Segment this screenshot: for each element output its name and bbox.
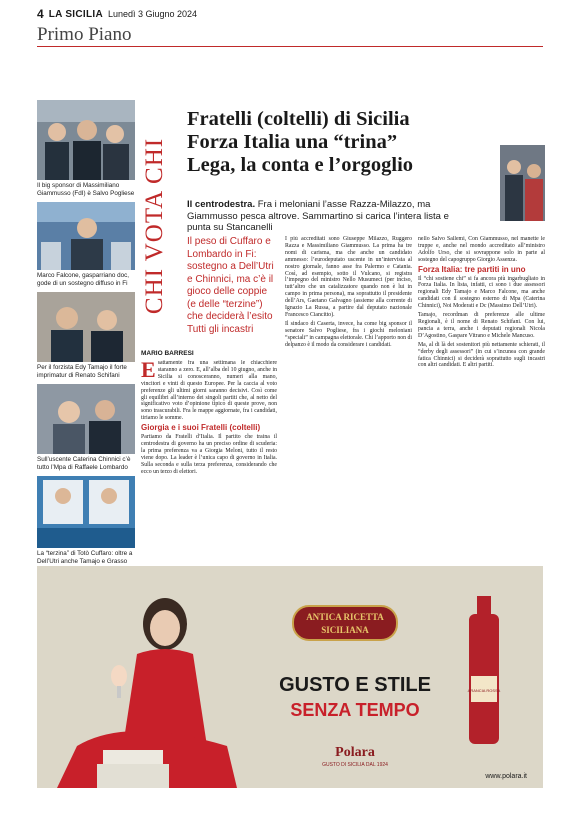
pull-quote: Il peso di Cuffaro e Lombardo in Fi: sostegno a Dell’Utri e Chinnici, ma c’è il gioco delle coppie (e delle “terzine”) che deciderà l’esito Tutti gli incastri	[187, 236, 274, 335]
page-number: 4	[37, 7, 44, 21]
photo-column	[37, 100, 135, 570]
paragraph: Il “chi sostiene chi” si fa ancora più ingarbugliato in Forza Italia. In lista, infatti, ci sono i due assessori regionali Edy Tamajo e Marco Falcone, ma anche candidati con il sostegno esterno di Mpa (Caterina Chinnici), Noi Moderati e Dc (Massimo Dell’Utri).	[418, 275, 545, 310]
caption-3: Per il forzista Edy Tamajo il forte imprimatur di Renato Schifani	[37, 364, 127, 379]
headline-line-1: Fratelli (coltelli) di Sicilia	[187, 108, 410, 130]
paragraph: Partiamo da Fratelli d’Italia. Il partito che traina il centrodestra di governo ha un preciso ordine di scuderia: la prima preferenza va a Giorgia Meloni, tutto il resto viene dopo. La leader è l’unica capo di governo in Italia. Sulla seconda e sulla terza preferenza, considerando che ecco un terzo di elettori.	[141, 434, 277, 475]
subheading: Forza Italia: tre partiti in uno	[418, 264, 526, 274]
subheading: Giorgia e i suoi Fratelli (coltelli)	[141, 423, 261, 433]
paragraph: Ma, al di là dei sostenitori più nettamente schierati, il “derby degli assessori” (in cui s’incunea con grande fatica Chinnici) si deciderà soprattutto sugli incastri con altri candidati. E altri partiti.	[418, 341, 545, 369]
photo-graphic	[37, 292, 135, 362]
newspaper-name: LA SICILIA	[48, 8, 103, 20]
vertical-label-text: CHI VOTA CHI	[141, 137, 168, 315]
photo-graphic	[37, 202, 135, 270]
vertical-section-label	[141, 106, 169, 346]
paragraph: nello Salvo Sallemi, Con Giammusso, nel manette le truppe e, anche nel mondo accreditato all’ministro Adolfo Urso, che si sovrappone solo in parte al sostegno del capogruppo Giorgio Assenza.	[418, 236, 545, 263]
byline: MARIO BARRESI	[141, 350, 194, 357]
photo-falcone	[37, 202, 135, 270]
photo-tamajo-schifani	[37, 292, 135, 362]
headline-line-2: Forza Italia una “trina”	[187, 131, 398, 153]
deck	[187, 199, 452, 234]
ad-graphic	[37, 566, 543, 788]
caption-1: Il big sponsor di Massimiliano Giammusso (FdI) è Salvo Pogliese	[37, 182, 135, 197]
ad-product: ARANCIA ROSSA	[467, 688, 501, 693]
page-header	[37, 6, 543, 22]
body-column-1	[141, 360, 277, 560]
paragraph: Tamajo, recordman di preferenze alle ultime Regionali, è il nome di Renato Schifani. Con lui, pancia a terra, anche i deputati regionali Nicola D’Agostino, Gaspare Vitrano e Michele Mancuso.	[418, 312, 545, 339]
ad-slogan-2: SENZA TEMPO	[290, 700, 420, 720]
body-column-3	[418, 236, 545, 560]
drop-cap: E	[141, 360, 156, 382]
photo-candidates-selfie	[500, 145, 545, 221]
deck-text: Fra i meloniani l’asse Razza-Milazzo, ma Giammusso pesca altrove. Sammartino si carica l’intera lista e punta su Stancanelli	[187, 199, 449, 233]
paragraph: Il sindaco di Caserta, invece, ha come big sponsor il senatore Salvo Pogliese, fra i giochi meloniani “speciali” in campagna elettorale. Chi l’apporto non di delpanzo è il modo da considerare i candidati.	[285, 320, 412, 348]
paragraph	[141, 360, 277, 422]
ad-badge-line-1: ANTICA RICETTA	[306, 612, 384, 622]
photo-cuffaro-poster	[37, 476, 135, 548]
photo-chinnici-lombardo	[37, 384, 135, 454]
body-column-2	[285, 236, 412, 560]
photo-graphic	[500, 145, 545, 221]
photo-giammusso-pogliese	[37, 100, 135, 180]
paragraph-text: sattamente fra una settimana le chiacchiere staranno a zero. E, all’alba del 10 giugno, anche in Sicilia si conosceranno, numeri alla mano, vincitori e vinti di questo Europee. Per la caccia al voto preferenze gli ultimi giorni saranno decisivi. Così come gli equilibri all’interno dei singoli partiti che, al netto del significativo voto d’opinione tipico di queste prove, non sono trascurabili. Fra le mappe aggiornate, fra i candidati, tiriamo le somme.	[141, 360, 277, 422]
paragraph: I più accreditati sono Giuseppe Milazzo, Ruggero Razza e Massimiliano Giammusso. La prima ha tre nomi di carisma, ma che anche un candidato ammesso: l’eurodeputato uscente in un’intervista al nostro giornale, fanno asse fra Palermo e Catania. Così, ad esempio, sotto il Vulcano, si registra l’impegno del ministro Nello Musumeci (per inciso, tutt’altro che un catalizzatore quando non è lui in campo in prima persona), ma soprattutto il presidente dell’Ars, Gaetano Galvagno (assieme alla corrente di Ignazio La Russa, a partire dal deputato nazionale Francesco Ciancitto).	[285, 236, 412, 318]
advertisement-polara[interactable]	[37, 566, 543, 788]
ad-logo-sub: GUSTO DI SICILIA DAL 1924	[322, 762, 388, 768]
ad-logo: Polara	[335, 745, 375, 760]
photo-graphic	[37, 384, 135, 454]
ad-badge-line-2: SICILIANA	[321, 625, 369, 635]
ad-slogan: GUSTO E STILE	[279, 674, 431, 696]
photo-graphic	[37, 100, 135, 180]
deck-lead: Il centrodestra.	[187, 199, 256, 210]
caption-4: Sull’uscente Caterina Chinnici c’è tutto l’Mpa di Raffaele Lombardo	[37, 456, 131, 471]
issue-date: Lunedì 3 Giugno 2024	[107, 9, 198, 19]
section-title	[37, 24, 543, 47]
photo-graphic	[37, 476, 135, 548]
headline-line-3: Lega, la conta e l’orgoglio	[187, 154, 414, 176]
section-label: Primo Piano	[37, 24, 132, 45]
caption-2: Marco Falcone, gasparriano doc, gode di un sostegno diffuso in Fi	[37, 272, 130, 287]
headline	[187, 108, 542, 177]
ad-url: www.polara.it	[485, 773, 527, 780]
caption-5: La “terzina” di Totò Cuffaro: oltre a Dell’Utri anche Tamajo e Grasso	[37, 550, 133, 565]
